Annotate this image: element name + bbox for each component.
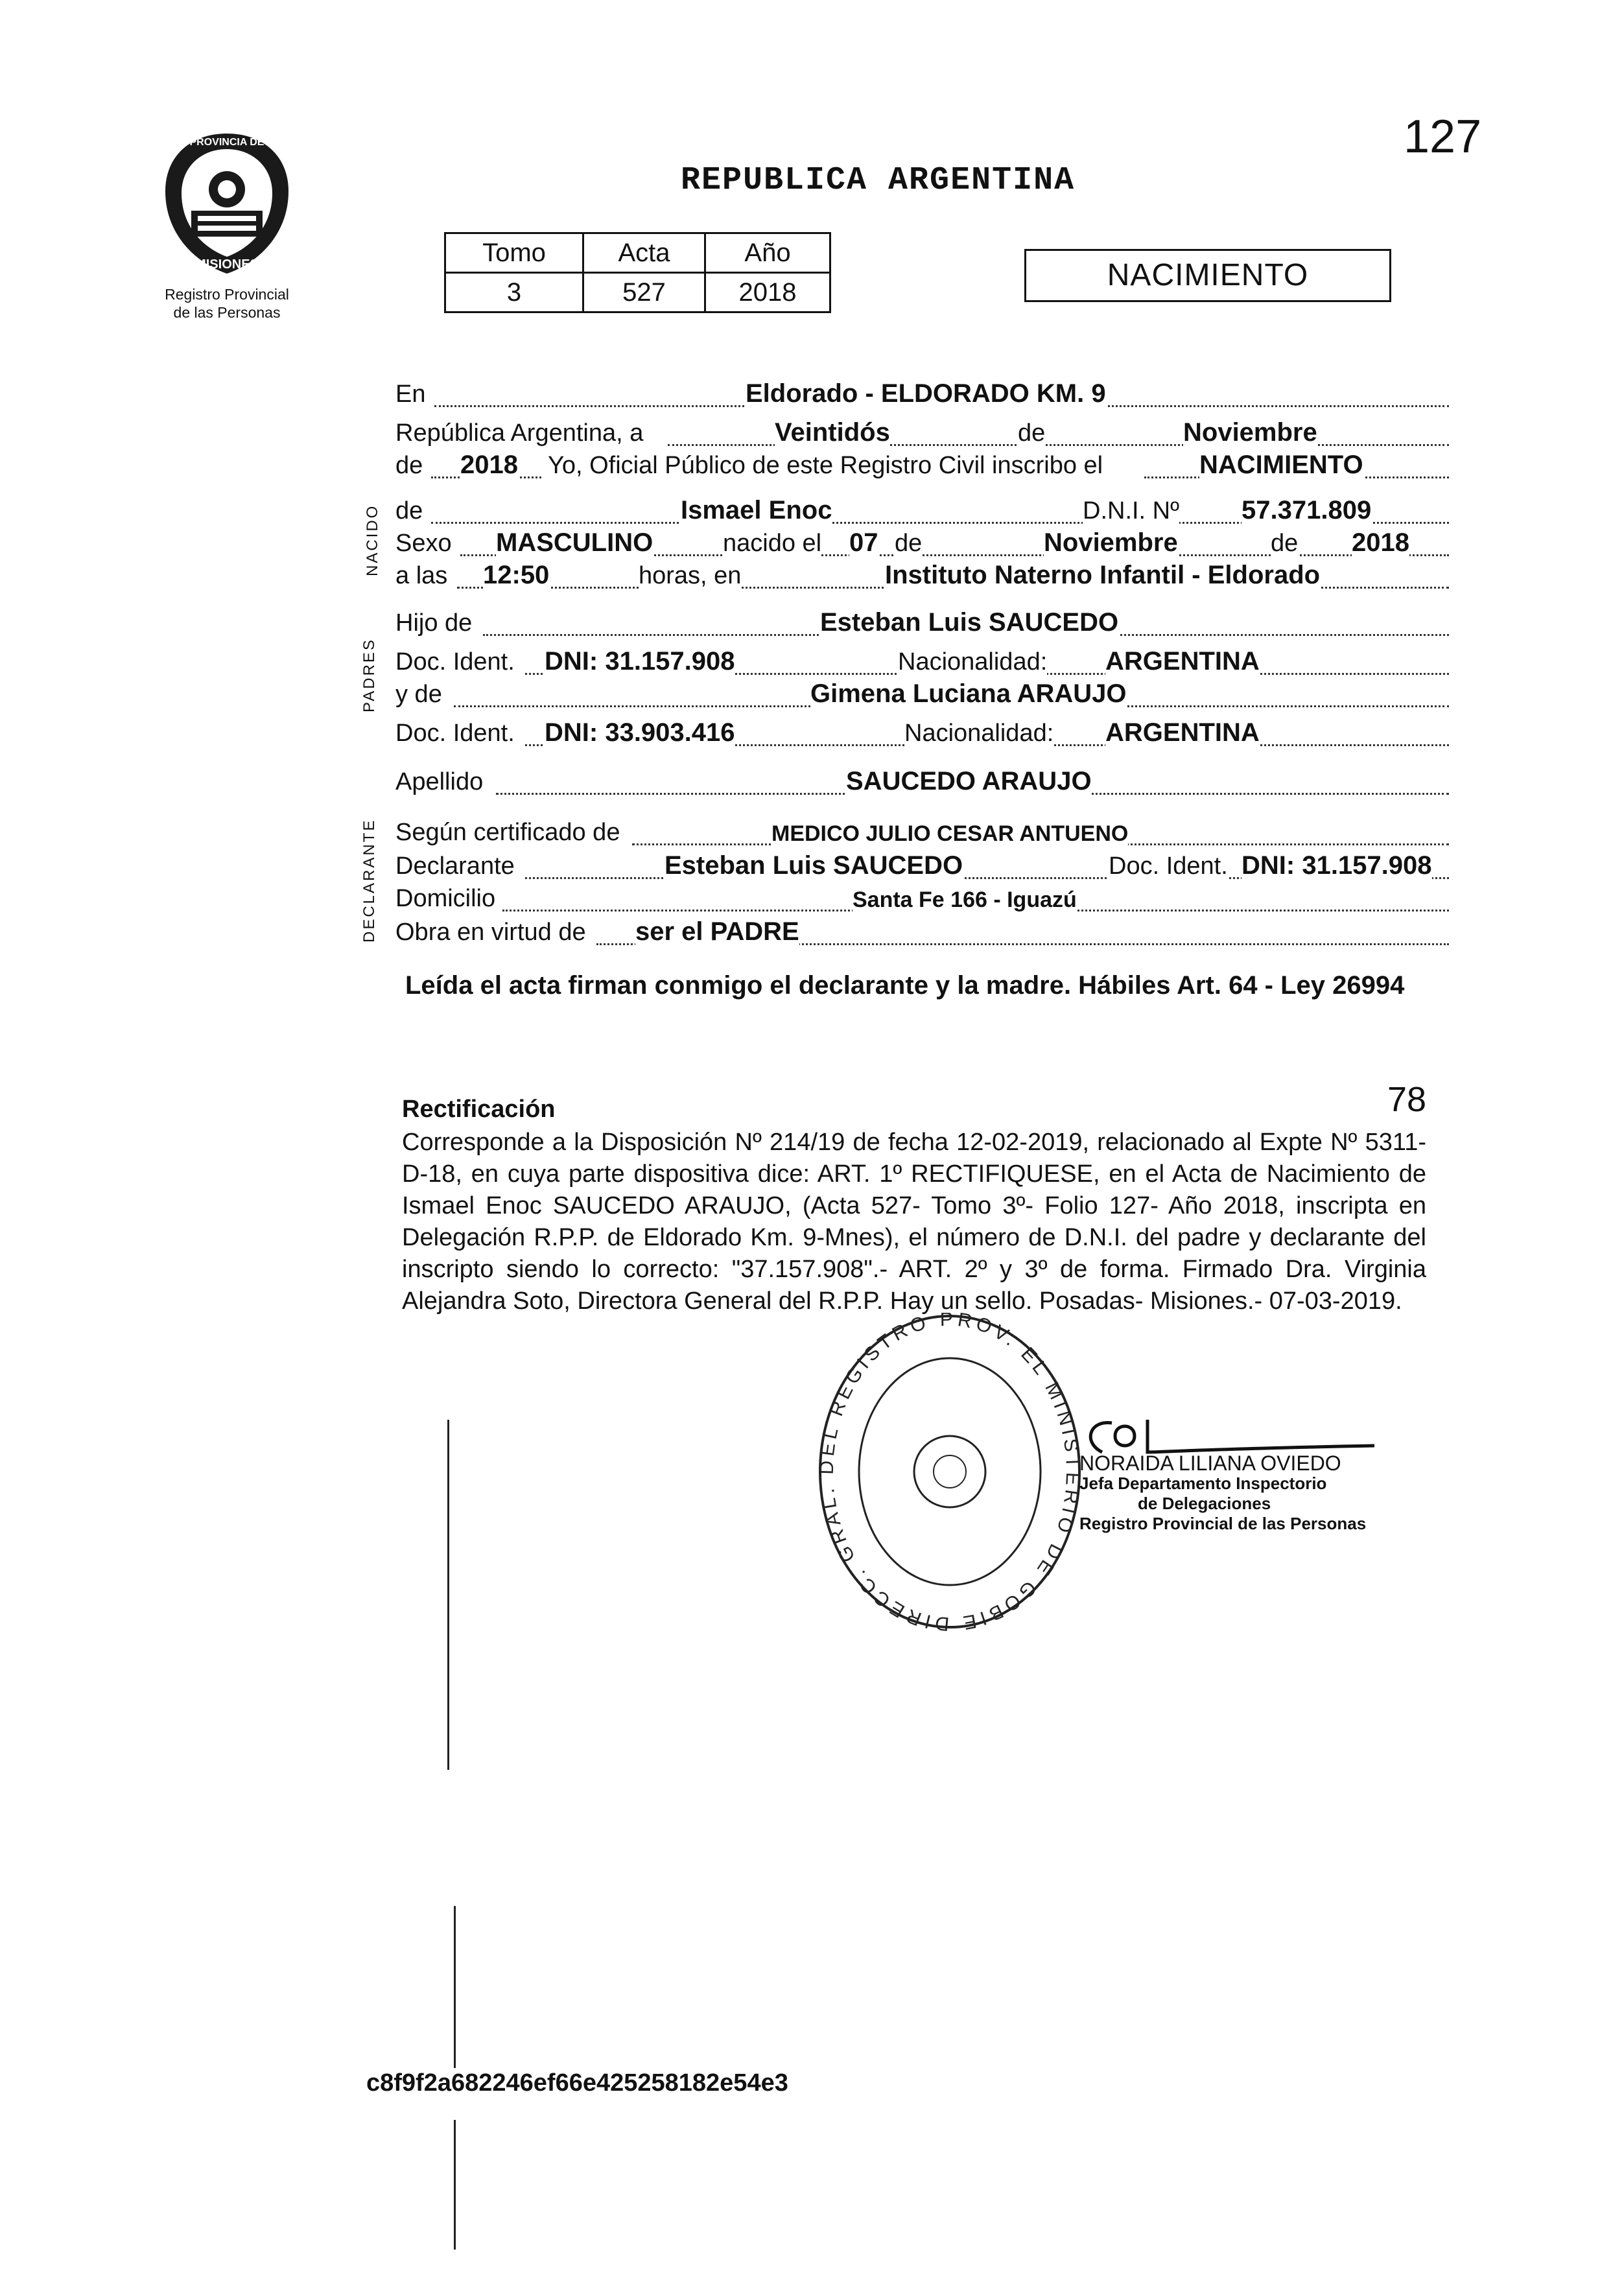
logo-caption (130, 285, 324, 322)
value-birth-day: 07 (849, 528, 878, 557)
value-mother-name: Gimena Luciana ARAUJO (810, 679, 1127, 708)
header-anio: Año (705, 233, 830, 273)
seal-top-text: PROVINCIA DE (189, 137, 265, 148)
label-en: En (395, 381, 426, 408)
value-anio: 2018 (705, 273, 830, 312)
line-child-name (395, 494, 1449, 528)
line-time-place (395, 559, 1449, 593)
line-surname (395, 765, 1449, 799)
value-sex: MASCULINO (496, 528, 653, 557)
label-dni: D.N.I. Nº (1083, 497, 1179, 524)
official-stamp (810, 1313, 1089, 1650)
value-tomo: 3 (445, 273, 583, 312)
rectification-folio: 78 (1387, 1080, 1427, 1119)
value-child-dni: 57.371.809 (1242, 496, 1372, 524)
label-doc-ident: Doc. Ident. (395, 720, 515, 747)
stamp-ring-text: DIRECC. GRAL. DEL REGISTRO PROV. EL MINISTERIO DE GOBIE (816, 1313, 1084, 1635)
rectification-title: Rectificación (402, 1096, 556, 1123)
label-de: de (395, 452, 423, 479)
value-declarant-doc: DNI: 31.157.908 (1242, 851, 1432, 880)
label-de: de (1018, 419, 1046, 447)
label-nacionalidad: Nacionalidad: (898, 648, 1048, 676)
value-act-type: NACIMIENTO (1199, 451, 1363, 479)
signer-title-3: Registro Provincial de las Personas (1079, 1514, 1367, 1533)
label-inscribo: Yo, Oficial Público de este Registro Civil inscribo el (548, 452, 1103, 479)
document-hash: c8f9f2a682246ef66e425258182e54e3 (366, 2069, 788, 2097)
line-year (395, 449, 1449, 482)
value-mother-doc: DNI: 33.903.416 (545, 718, 735, 747)
seal-bottom-text: MISIONES (195, 257, 259, 272)
label-obra-en-virtud: Obra en virtud de (395, 919, 586, 946)
label-a-las: a las (395, 562, 448, 589)
label-segun-certificado: Según certificado de (395, 819, 620, 846)
header-tomo: Tomo (445, 233, 583, 273)
value-capacity: ser el PADRE (635, 917, 799, 946)
closing-statement: Leída el acta firman conmigo el declarante y la madre. Hábiles Art. 64 - Ley 26994 (405, 971, 1405, 1000)
line-declarant (395, 849, 1449, 883)
seal-icon (156, 130, 298, 279)
line-date (395, 416, 1449, 450)
label-de: de (395, 497, 423, 524)
value-birth-place: Instituto Naterno Infantil - Eldorado (885, 561, 1321, 589)
line-mother-doc (395, 716, 1449, 750)
side-label-padres: PADRES (360, 638, 378, 712)
value-day-words: Veintidós (775, 418, 890, 447)
line-place (395, 377, 1449, 411)
line-father (395, 606, 1449, 640)
margin-line (454, 2120, 456, 2250)
value-child-name: Ismael Enoc (681, 496, 832, 524)
value-acta: 527 (583, 273, 705, 312)
header-acta: Acta (583, 233, 705, 273)
province-seal-logo (156, 130, 298, 279)
value-certificate: MEDICO JULIO CESAR ANTUENO (771, 821, 1129, 846)
value-surname: SAUCEDO ARAUJO (846, 767, 1092, 795)
page-number: 127 (1404, 111, 1482, 163)
label-de: de (1271, 530, 1299, 557)
value-birth-month: Noviembre (1044, 528, 1178, 557)
record-type-box: NACIMIENTO (1024, 249, 1391, 302)
value-birth-time: 12:50 (483, 561, 550, 589)
value-birth-year: 2018 (1352, 528, 1409, 557)
label-declarante: Declarante (395, 852, 515, 880)
label-y-de: y de (395, 681, 442, 708)
label-nacido-el: nacido el (723, 530, 822, 557)
label-horas-en: horas, en (639, 562, 742, 589)
label-doc-ident: Doc. Ident. (1109, 852, 1228, 880)
value-year: 2018 (460, 451, 518, 479)
line-capacity (395, 915, 1449, 949)
margin-line (454, 1906, 456, 2068)
line-certificate (395, 816, 1449, 849)
value-month: Noviembre (1183, 418, 1317, 447)
line-father-doc (395, 645, 1449, 679)
value-father-name: Esteban Luis SAUCEDO (820, 608, 1119, 637)
line-address (395, 882, 1449, 915)
label-republica: República Argentina, a (395, 419, 644, 447)
value-father-doc: DNI: 31.157.908 (545, 647, 735, 676)
label-sexo: Sexo (395, 530, 452, 557)
registry-table (444, 232, 831, 313)
country-title: REPUBLICA ARGENTINA (681, 162, 1076, 199)
label-nacionalidad: Nacionalidad: (904, 720, 1054, 747)
line-mother (395, 677, 1449, 711)
value-address: Santa Fe 166 - Iguazú (853, 888, 1077, 912)
label-de: de (895, 530, 923, 557)
value-mother-nationality: ARGENTINA (1105, 718, 1260, 747)
label-apellido: Apellido (395, 768, 484, 795)
label-hijo-de: Hijo de (395, 609, 473, 637)
value-place: Eldorado - ELDORADO KM. 9 (746, 379, 1106, 408)
logo-caption-line-2: de las Personas (173, 304, 281, 321)
signer-name: NORAIDA LILIANA OVIEDO (1079, 1452, 1341, 1475)
side-label-nacido: NACIDO (364, 504, 381, 576)
rectification-body: Corresponde a la Disposición Nº 214/19 de fecha 12-02-2019, relacionado al Expte Nº 5311-D-18, en cuya parte dispositiva dice: ART. 1º RECTIFIQUESE, en el Acta de Nacimiento de Ismael Enoc SAUCEDO ARAUJO, (Acta 527- Tomo 3º- Folio 127- Año 2018, inscripta en Delegación R.P.P. de Eldorado Km. 9-Mnes), el número de D.N.I. del padre y declarante del inscripto siendo lo correcto: "37.157.908".- ART. 2º y 3º de forma. Firmado Dra. Virginia Alejandra Soto, Directora General del R.P.P. Hay un sello. Posadas- Misiones.- 07-03-2019. (402, 1129, 1426, 1315)
signer-title-1: Jefa Departamento Inspectorio (1079, 1474, 1327, 1493)
side-label-declarante: DECLARANTE (360, 818, 378, 943)
stamp-seal-icon (810, 1313, 1089, 1650)
margin-line (447, 1420, 449, 1770)
value-father-nationality: ARGENTINA (1105, 647, 1260, 676)
line-sex-birth (395, 526, 1449, 560)
value-declarant: Esteban Luis SAUCEDO (665, 851, 963, 880)
logo-caption-line-1: Registro Provincial (165, 286, 289, 303)
label-domicilio: Domicilio (395, 885, 496, 912)
signer-title-2: de Delegaciones (1138, 1494, 1271, 1513)
signature-block (1079, 1453, 1366, 1534)
label-doc-ident: Doc. Ident. (395, 648, 515, 676)
